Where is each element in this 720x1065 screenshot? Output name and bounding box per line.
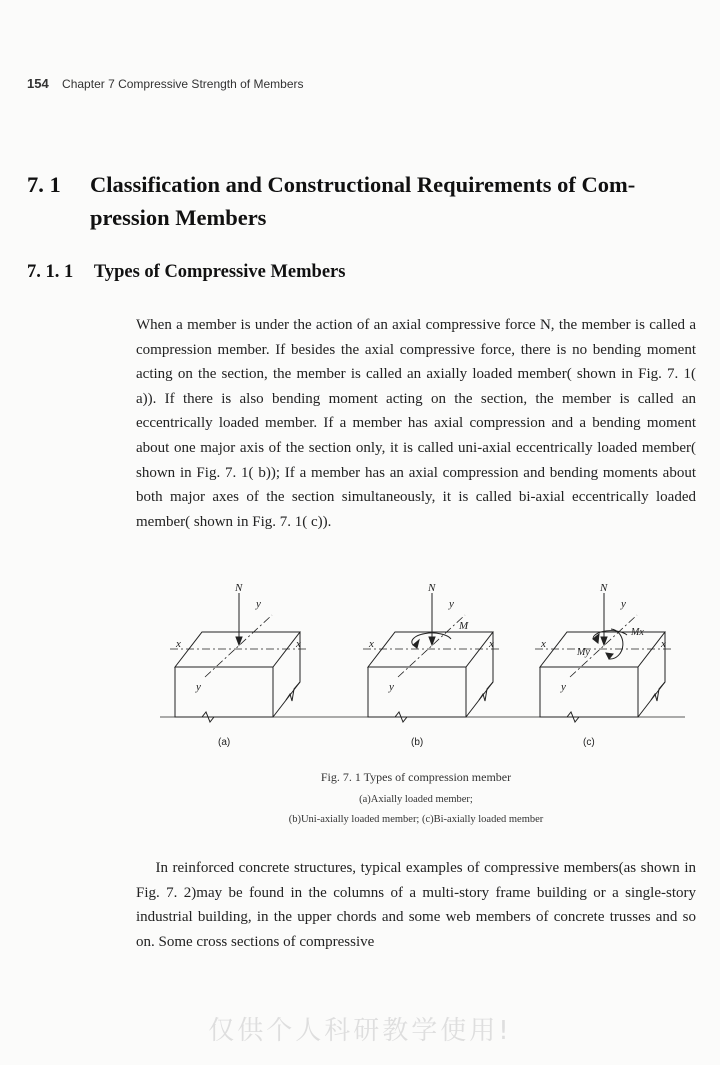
paragraph-text: In reinforced concrete structures, typical examples of compressive members(as shown in Fig. 7. 2)may be found in the columns of a multi-story frame building or a single-story industrial building, in the upper chords and some web members of concrete trusses and so on. Some cross sections of compressive [136,860,696,950]
panel-c-my-label: My [577,647,590,658]
panel-b-force-label: N [428,582,436,594]
figure-7-1 [140,577,700,757]
figure-panel-c [535,582,673,748]
figure-panel-a [170,582,308,748]
panel-a-x-label-right: x [296,638,301,650]
panel-b-moment-label: M [459,620,469,632]
panel-a-y-label-bottom: y [196,681,201,693]
panel-c-x-label-right: x [661,638,666,650]
subsection-title: Types of Compressive Members [93,262,346,282]
panel-c-y-label: y [621,598,626,610]
chapter-title: Chapter 7 Compressive Strength of Members [62,77,304,91]
panel-c-force-label: N [600,582,608,594]
panel-b-y-label-bottom: y [389,681,394,693]
running-header [27,76,303,91]
panel-a-force-label: N [235,582,243,594]
figure-caption-a: (a)Axially loaded member; [359,794,473,805]
panel-c-mx-label: Mx [631,627,644,638]
paragraph-text: When a member is under the action of an axial compressive force N, the member is called a compression member. If besides the axial compressive force, there is no bending moment acting on the section, the member is called an axially loaded member( shown in Fig. 7. 1( a)). If there is also bending moment acting on the section, the member is called an eccentrically loaded member. If a member has axial compression and a bending moment about one major axis of the section only, it is called uni-axial eccentrically loaded member( shown in Fig. 7. 1( b)); If a member has an axial compression and bending moments about both major axes of the section simultaneously, it is called bi-axial eccentrically loaded member( shown in Fig. 7. 1( c)). [136,317,696,530]
panel-a-x-label-left: x [176,638,181,650]
section-title: Classification and Constructional Requirements of Com-pression Members [90,172,636,230]
body-paragraph-1 [136,313,696,534]
panel-c-x-label-left: x [541,638,546,650]
watermark-text: 仅供个人科研教学使用! [208,1016,512,1046]
figure-caption-title: Fig. 7. 1 Types of compression member [320,770,512,784]
panel-b-x-label-right: x [489,638,494,650]
section-number: 7. 1 [27,172,61,197]
panel-b-label: (b) [411,737,424,748]
figure-panel-b [363,582,501,748]
figure-caption-bc: (b)Uni-axially loaded member; (c)Bi-axially loaded member [288,814,544,825]
body-paragraph-2 [136,856,696,954]
subsection-heading [27,262,345,283]
panel-c-y-label-bottom: y [561,681,566,693]
subsection-number: 7. 1. 1 [27,262,74,282]
panel-b-y-label: y [449,598,454,610]
panel-a-label: (a) [218,737,231,748]
panel-c-label: (c) [583,737,595,748]
panel-a-y-label: y [256,598,261,610]
page-number: 154 [27,76,49,91]
panel-b-x-label-left: x [369,638,374,650]
